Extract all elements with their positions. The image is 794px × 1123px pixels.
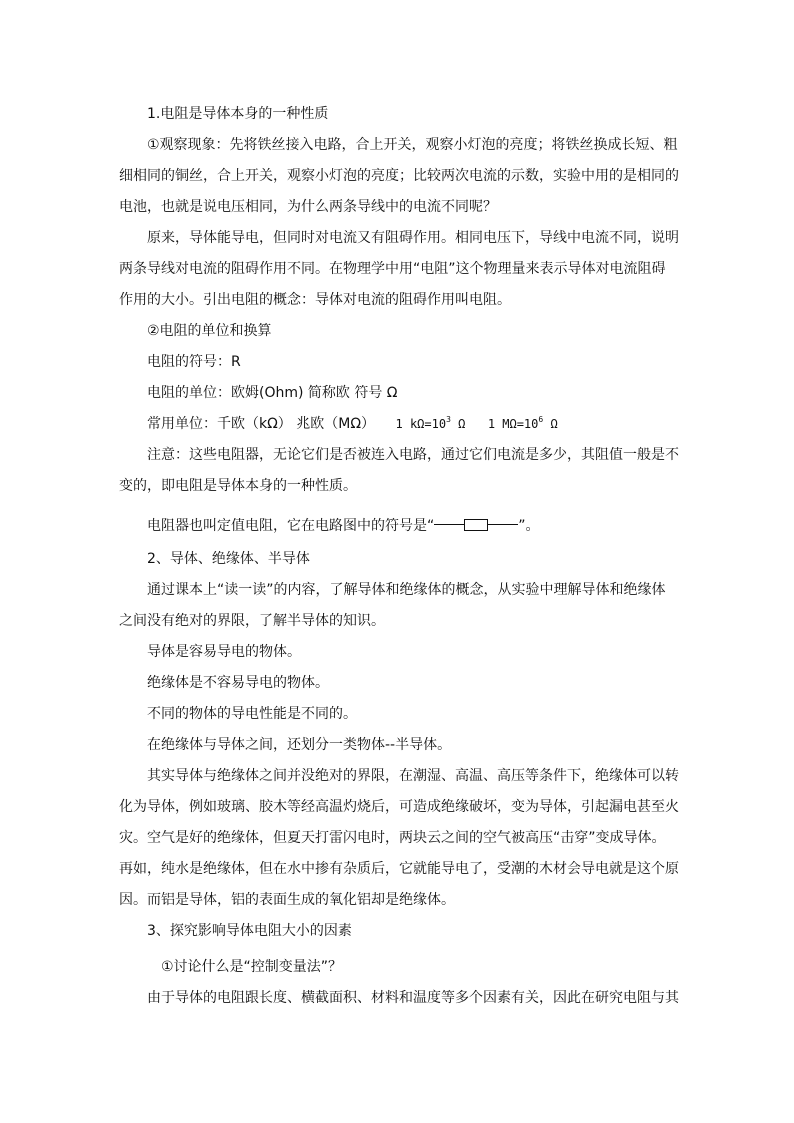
common-units-prefix: 常用单位：千欧（kΩ） 兆欧（MΩ） xyxy=(147,416,376,432)
paragraph-line: 电池，也就是说电压相同，为什么两条导线中的电流不同呢？ xyxy=(119,199,497,215)
paragraph-line: 灾。空气是好的绝缘体，但夏天打雷闪电时，两块云之间的空气被高压“击穿”变成导体。 xyxy=(119,830,666,846)
paragraph-line: 化为导体，例如玻璃、胶木等经高温灼烧后，可造成绝缘破坏，变为导体，引起漏电甚至火 xyxy=(119,799,679,815)
paragraph-line: 不同的物体的导电性能是不同的。 xyxy=(147,706,357,722)
paragraph-line: 因。而铝是导体，铝的表面生成的氧化铝却是绝缘体。 xyxy=(119,892,455,908)
paragraph-line: 再如，纯水是绝缘体，但在水中掺有杂质后，它就能导电了，受潮的木材会导电就是这个原 xyxy=(119,861,679,877)
paragraph-line: 绝缘体是不容易导电的物体。 xyxy=(147,675,329,691)
resistor-text-before: 电阻器也叫定值电阻，它在电路图中的符号是“ xyxy=(147,518,435,534)
paragraph-line: 其实导体与绝缘体之间并没绝对的界限，在潮湿、高温、高压等条件下，绝缘体可以转 xyxy=(147,768,679,784)
resistance-unit-line: 电阻的单位：欧姆(Ohm) 简称欧 符号 Ω xyxy=(147,385,398,401)
conversion-mega: 1 $M\Omega=10^6$ Ω xyxy=(487,415,558,431)
paragraph-line: 细相同的铜丝，合上开关，观察小灯泡的亮度；比较两次电流的示数，实验中用的是相同的 xyxy=(119,168,679,184)
resistance-symbol-line: 电阻的符号：R xyxy=(147,354,241,370)
resistor-symbol-line xyxy=(147,516,707,536)
paragraph-line: ①观察现象：先将铁丝接入电路，合上开关，观察小灯泡的亮度；将铁丝换成长短、粗 xyxy=(147,137,678,153)
paragraph-line: 原来，导体能导电，但同时对电流又有阻碍作用。相同电压下，导线中电流不同，说明 xyxy=(147,230,679,246)
subheading-units: ②电阻的单位和换算 xyxy=(147,323,272,339)
common-units-line xyxy=(147,414,707,434)
paragraph-line: 两条导线对电流的阻碍作用不同。在物理学中用“电阻”这个物理量来表示导体对电流阻碍 xyxy=(119,261,666,277)
paragraph-line: 之间没有绝对的界限，了解半导体的知识。 xyxy=(119,613,385,629)
paragraph-line: 在绝缘体与导体之间，还划分一类物体--半导体。 xyxy=(147,737,452,753)
resistor-text-after: ”。 xyxy=(518,518,540,534)
heading-resistance-factors: 3、探究影响导体电阻大小的因素 xyxy=(147,923,352,939)
paragraph-line: 导体是容易导电的物体。 xyxy=(147,644,301,660)
resistor-symbol-icon xyxy=(434,519,518,531)
paragraph-line: ①讨论什么是“控制变量法”？ xyxy=(161,959,343,975)
heading-resistance-property: 1.电阻是导体本身的一种性质 xyxy=(147,106,329,122)
heading-conductor-insulator: 2、导体、绝缘体、半导体 xyxy=(147,551,310,567)
paragraph-line: 由于导体的电阻跟长度、横截面积、材料和温度等多个因素有关，因此在研究电阻与其 xyxy=(147,990,679,1006)
paragraph-line: 作用的大小。引出电阻的概念：导体对电流的阻碍作用叫电阻。 xyxy=(119,292,511,308)
conversion-kilo: 1 $k\Omega=10^3$ Ω xyxy=(395,415,466,431)
paragraph-line: 通过课本上“读一读”的内容，了解导体和绝缘体的概念，从实验中理解导体和绝缘体 xyxy=(147,582,666,598)
paragraph-line: 注意：这些电阻器，无论它们是否被连入电路，通过它们电流是多少，其阻值一般是不 xyxy=(147,447,679,463)
paragraph-line: 变的，即电阻是导体本身的一种性质。 xyxy=(119,478,357,494)
